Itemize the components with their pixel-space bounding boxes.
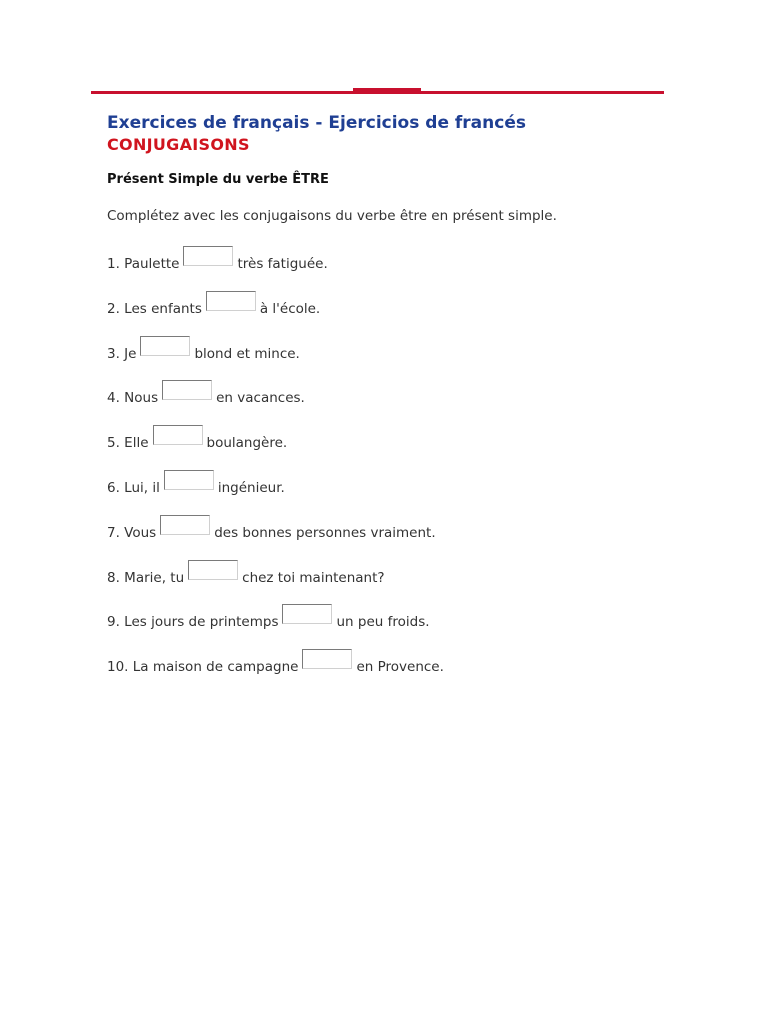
exercise-continuation: très fatiguée. bbox=[237, 256, 328, 272]
answer-input-1[interactable] bbox=[183, 246, 233, 266]
answer-input-8[interactable] bbox=[188, 560, 238, 580]
exercise-prompt: 3. Je bbox=[107, 346, 137, 362]
exercise-prompt: 7. Vous bbox=[107, 525, 157, 541]
exercise-prompt: 5. Elle bbox=[107, 435, 149, 451]
header-rule bbox=[91, 91, 664, 94]
exercise-item-8 bbox=[107, 562, 385, 586]
exercise-item-9 bbox=[107, 606, 430, 630]
exercise-prompt: 4. Nous bbox=[107, 390, 159, 406]
answer-input-5[interactable] bbox=[153, 425, 203, 445]
exercise-continuation: en Provence. bbox=[356, 659, 444, 675]
exercise-continuation: des bonnes personnes vraiment. bbox=[214, 525, 436, 541]
exercise-continuation: blond et mince. bbox=[194, 346, 300, 362]
section-heading: Présent Simple du verbe ÊTRE bbox=[107, 172, 329, 187]
exercise-continuation: boulangère. bbox=[206, 435, 288, 451]
page-title: Exercices de français - Ejercicios de francés bbox=[107, 113, 526, 133]
exercise-item-6 bbox=[107, 472, 285, 496]
exercise-prompt: 8. Marie, tu bbox=[107, 570, 185, 586]
exercise-prompt: 2. Les enfants bbox=[107, 301, 202, 317]
answer-input-6[interactable] bbox=[164, 470, 214, 490]
exercise-item-1 bbox=[107, 248, 328, 272]
exercise-prompt: 6. Lui, il bbox=[107, 480, 160, 496]
exercise-continuation: un peu froids. bbox=[336, 614, 430, 630]
answer-input-4[interactable] bbox=[162, 380, 212, 400]
exercise-prompt: 9. Les jours de printemps bbox=[107, 614, 279, 630]
exercise-continuation: chez toi maintenant? bbox=[242, 570, 385, 586]
exercise-item-3 bbox=[107, 338, 300, 362]
page-subtitle: CONJUGAISONS bbox=[107, 135, 250, 154]
answer-input-9[interactable] bbox=[282, 604, 332, 624]
exercise-continuation: en vacances. bbox=[216, 390, 305, 406]
exercise-prompt: 10. La maison de campagne bbox=[107, 659, 299, 675]
answer-input-10[interactable] bbox=[302, 649, 352, 669]
answer-input-7[interactable] bbox=[160, 515, 210, 535]
exercise-prompt: 1. Paulette bbox=[107, 256, 180, 272]
exercise-item-2 bbox=[107, 293, 320, 317]
instructions-text: Complétez avec les conjugaisons du verbe être en présent simple. bbox=[107, 208, 557, 224]
exercise-item-10 bbox=[107, 651, 444, 675]
exercise-item-4 bbox=[107, 382, 305, 406]
answer-input-2[interactable] bbox=[206, 291, 256, 311]
exercise-continuation: ingénieur. bbox=[217, 480, 285, 496]
exercise-item-7 bbox=[107, 517, 436, 541]
exercise-item-5 bbox=[107, 427, 287, 451]
exercise-continuation: à l'école. bbox=[259, 301, 321, 317]
answer-input-3[interactable] bbox=[140, 336, 190, 356]
